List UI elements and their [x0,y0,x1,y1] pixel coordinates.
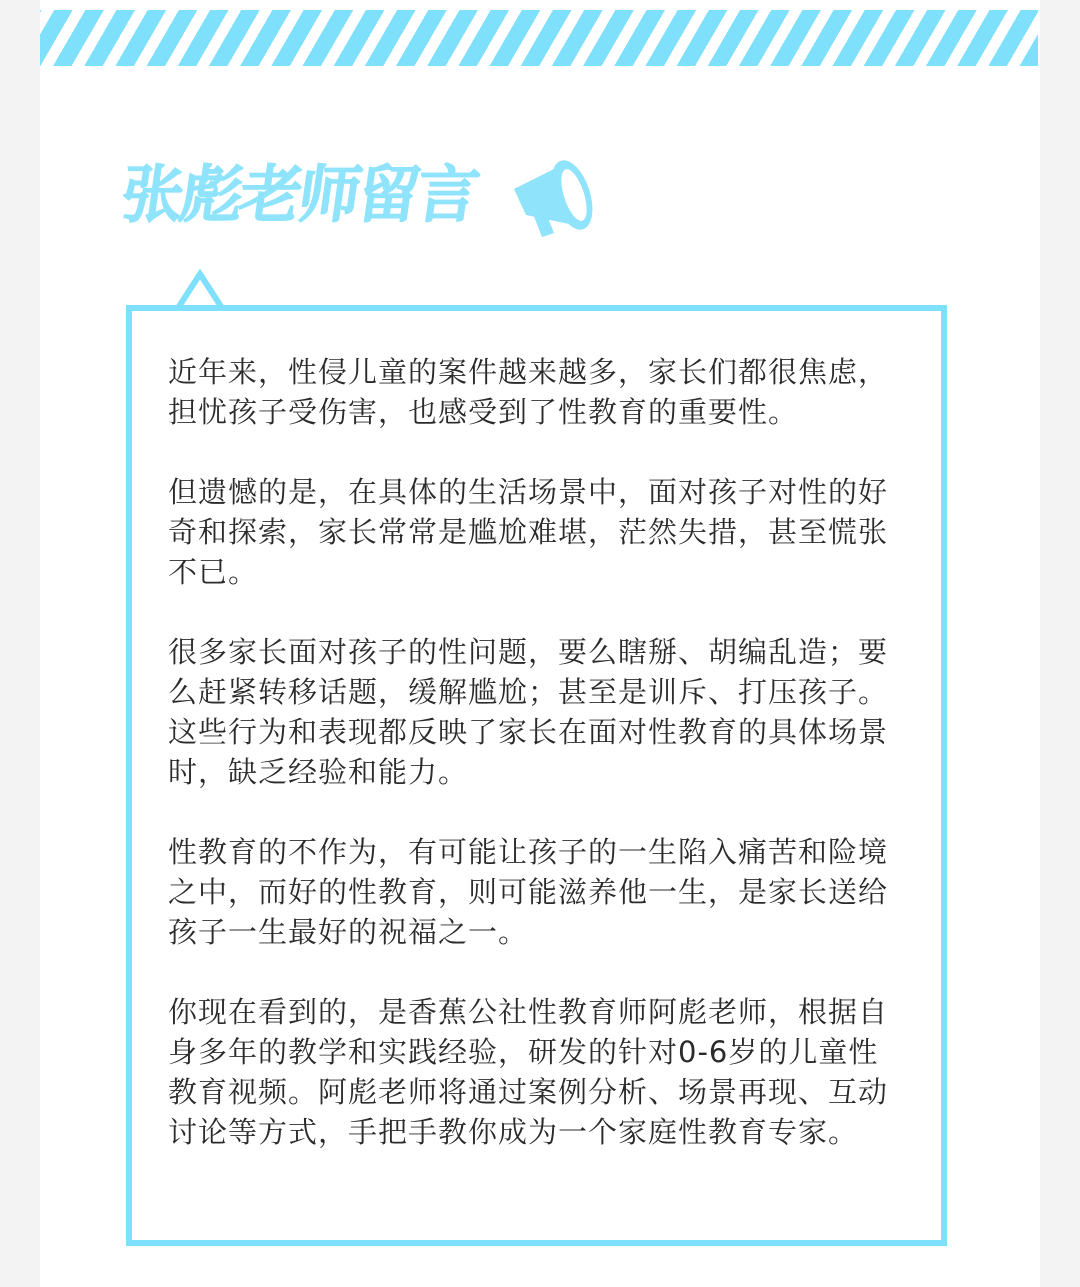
page-title: 张彪老师留言 [116,158,482,231]
megaphone-icon [504,145,604,245]
speech-bubble-tail [176,268,224,310]
message-paragraph: 性教育的不作为，有可能让孩子的一生陷入痛苦和险境之中，而好的性教育，则可能滋养他一生，是家长送给孩子一生最好的祝福之一。 [168,835,889,949]
message-paragraph: 很多家长面对孩子的性问题，要么瞎掰、胡编乱造；要么赶紧转移话题，缓解尴尬；甚至是训斥、打压孩子。这些行为和表现都反映了家长在面对性教育的具体场景时，缺乏经验和能力。 [168,635,889,789]
message-paragraph: 近年来，性侵儿童的案件越来越多，家长们都很焦虑，担忧孩子受伤害，也感受到了性教育的重要性。 [168,355,889,429]
heading [116,150,604,240]
message-paragraph: 但遗憾的是，在具体的生活场景中，面对孩子对性的好奇和探索，家长常常是尴尬难堪，茫然失措，甚至慌张不已。 [168,475,889,589]
message-paragraph: 你现在看到的，是香蕉公社性教育师阿彪老师，根据自身多年的教学和实践经验，研发的针对0-6岁的儿童性教育视频。阿彪老师将通过案例分析、场景再现、互动讨论等方式，手把手教你成为一个家庭性教育专家。 [168,995,889,1149]
decorative-stripe-band [40,10,1038,66]
message-body [168,352,908,1152]
